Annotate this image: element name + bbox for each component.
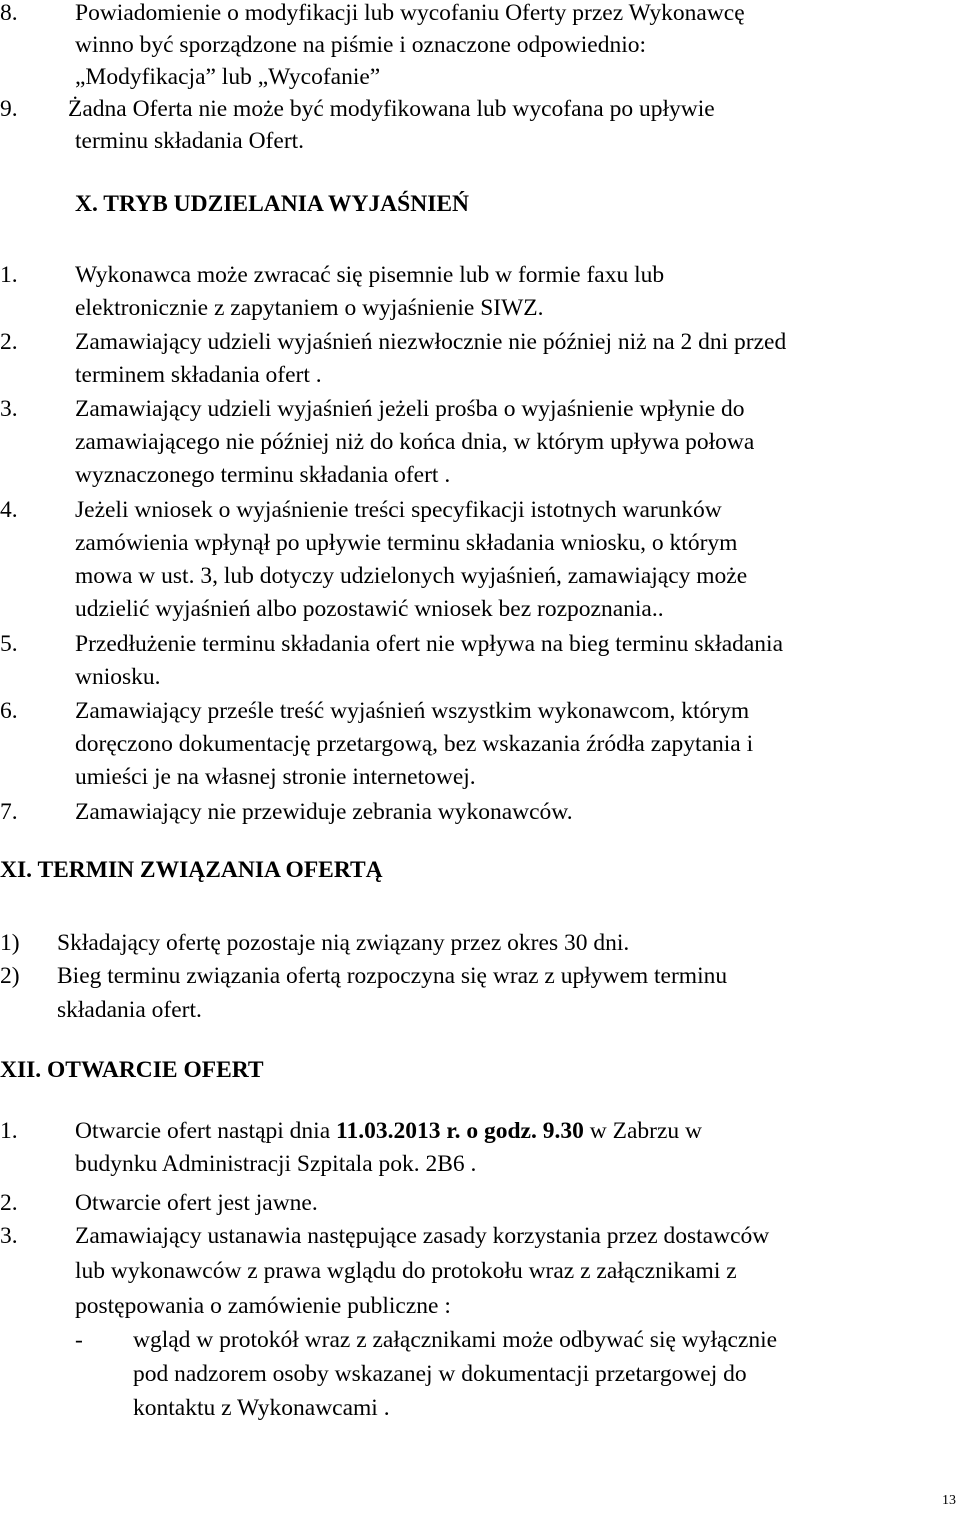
item-number: 1.: [0, 1118, 18, 1144]
item-number: 3.: [0, 396, 18, 422]
subitem-dash: -: [75, 1327, 83, 1353]
item-text-line: „Modyfikacja” lub „Wycofanie”: [75, 64, 381, 90]
item-text-pre: Otwarcie ofert nastąpi dnia: [75, 1118, 337, 1144]
item-number: 5.: [0, 631, 18, 657]
item-number: 3.: [0, 1223, 18, 1249]
opening-date-time: 11.03.2013 r. o godz. 9.30: [336, 1118, 584, 1144]
item-text-line: Zamawiający ustanawia następujące zasady korzystania przez dostawców: [75, 1223, 770, 1249]
item-text-line: Powiadomienie o modyfikacji lub wycofaniu Oferty przez Wykonawcę: [75, 0, 745, 26]
item-number: 1): [0, 930, 20, 956]
item-text-line: Składający ofertę pozostaje nią związany przez okres 30 dni.: [57, 930, 630, 956]
item-text-line: Zamawiający prześle treść wyjaśnień wszystkim wykonawcom, którym: [75, 698, 750, 724]
item-text-line: Bieg terminu związania ofertą rozpoczyna się wraz z upływem terminu: [57, 963, 728, 989]
item-text-line: budynku Administracji Szpitala pok. 2B6 .: [75, 1151, 477, 1177]
item-text-line: winno być sporządzone na piśmie i oznaczone odpowiednio:: [75, 32, 647, 58]
item-text-line: pod nadzorem osoby wskazanej w dokumentacji przetargowej do: [133, 1361, 747, 1387]
item-number: 2.: [0, 329, 18, 355]
item-text-line: Żadna Oferta nie może być modyfikowana lub wycofana po upływie: [68, 96, 715, 122]
item-text-line: zamawiającego nie później niż do końca dnia, w którym upływa połowa: [75, 429, 755, 455]
item-text-post: w Zabrzu w: [583, 1118, 702, 1144]
item-text-line: Otwarcie ofert jest jawne.: [75, 1190, 318, 1216]
item-text-line: lub wykonawców z prawa wglądu do protokołu wraz z załącznikami z: [75, 1258, 737, 1284]
item-number: 8.: [0, 0, 18, 26]
page-number: 13: [942, 1493, 956, 1508]
item-text-line: postępowania o zamówienie publiczne :: [75, 1293, 451, 1319]
item-text-line: udzielić wyjaśnień albo pozostawić wniosek bez rozpoznania..: [75, 596, 664, 622]
item-number: 1.: [0, 262, 18, 288]
item-text-line: zamówienia wpłynął po upływie terminu składania wniosku, o którym: [75, 530, 738, 556]
item-text-line: kontaktu z Wykonawcami .: [133, 1395, 390, 1421]
item-text-line: Zamawiający udzieli wyjaśnień niezwłocznie nie później niż na 2 dni przed: [75, 329, 787, 355]
item-text-line: Przedłużenie terminu składania ofert nie wpływa na bieg terminu składania: [75, 631, 784, 657]
item-text-line: Zamawiający nie przewiduje zebrania wykonawców.: [75, 799, 573, 825]
item-text-line: składania ofert.: [57, 997, 202, 1023]
item-number: 2): [0, 963, 20, 989]
item-text-line: wniosku.: [75, 664, 161, 690]
item-text-line: wyznaczonego terminu składania ofert .: [75, 462, 451, 488]
item-text-line: wgląd w protokół wraz z załącznikami może odbywać się wyłącznie: [133, 1327, 778, 1353]
item-text-line: doręczono dokumentację przetargową, bez wskazania źródła zapytania i: [75, 731, 754, 757]
item-number: 2.: [0, 1190, 18, 1216]
item-text-line: mowa w ust. 3, lub dotyczy udzielonych wyjaśnień, zamawiający może: [75, 563, 748, 589]
section-heading: XI. TERMIN ZWIĄZANIA OFERTĄ: [0, 857, 383, 883]
item-text-line: [75, 1118, 702, 1145]
item-text-line: Jeżeli wniosek o wyjaśnienie treści specyfikacji istotnych warunków: [75, 497, 722, 523]
item-text-line: Zamawiający udzieli wyjaśnień jeżeli prośba o wyjaśnienie wpłynie do: [75, 396, 745, 422]
item-text-line: elektronicznie z zapytaniem o wyjaśnienie SIWZ.: [75, 295, 544, 321]
item-number: 9.: [0, 96, 18, 122]
item-number: 4.: [0, 497, 18, 523]
item-text-line: terminu składania Ofert.: [75, 128, 305, 154]
item-number: 7.: [0, 799, 18, 825]
item-number: 6.: [0, 698, 18, 724]
item-text-line: umieści je na własnej stronie internetowej.: [75, 764, 476, 790]
item-text-line: Wykonawca może zwracać się pisemnie lub w formie faxu lub: [75, 262, 665, 288]
section-heading: XII. OTWARCIE OFERT: [0, 1057, 264, 1083]
item-text-line: terminem składania ofert .: [75, 362, 322, 388]
section-heading: X. TRYB UDZIELANIA WYJAŚNIEŃ: [75, 191, 469, 217]
